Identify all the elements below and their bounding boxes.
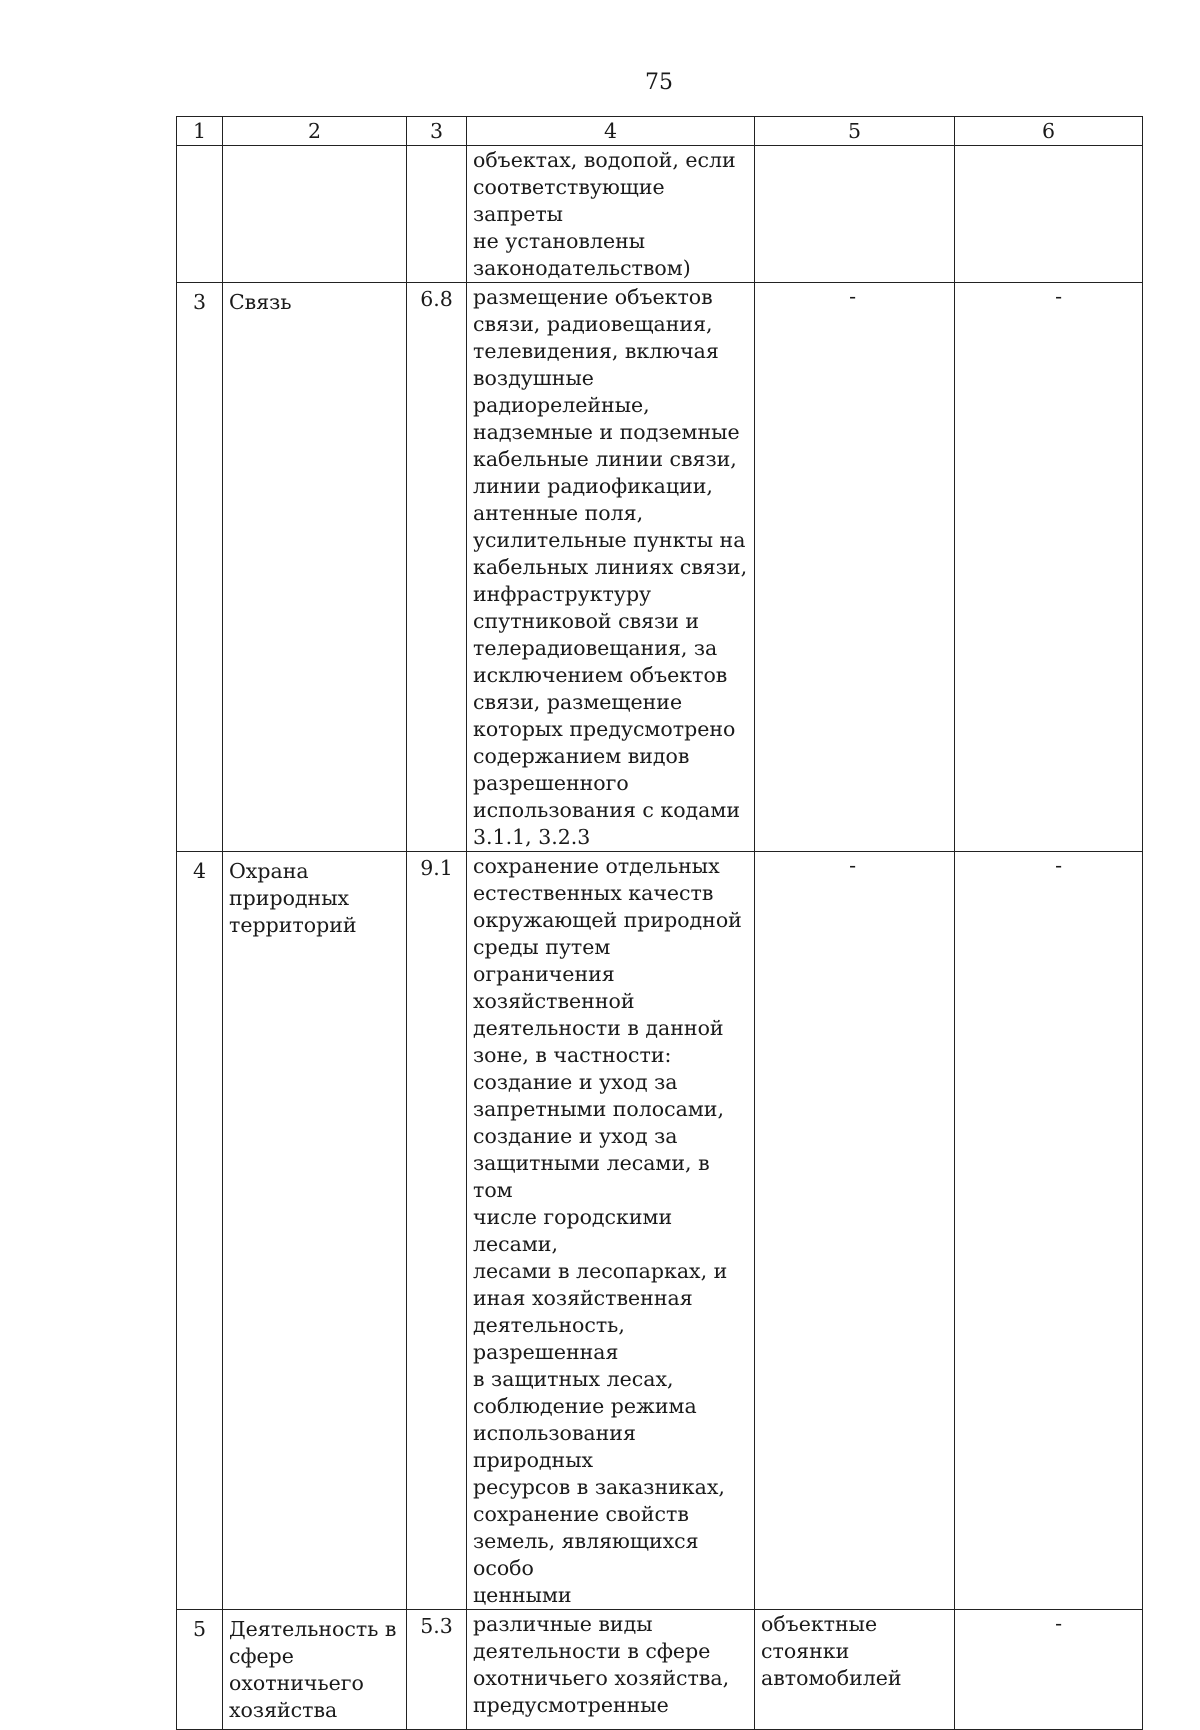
column-5-value: - <box>849 853 856 877</box>
use-description-cell <box>467 1610 755 1730</box>
land-use-table <box>176 116 1143 1730</box>
use-name-cell <box>223 146 407 283</box>
use-description: различные виды деятельности в сфере охотничьего хозяйства, предусмотренные <box>473 1612 730 1717</box>
column-header-3: 3 <box>407 117 467 146</box>
page-number: 75 <box>645 70 673 95</box>
use-name: Деятельность в сфере охотничьего хозяйства <box>229 1617 397 1722</box>
column-header-2: 2 <box>223 117 407 146</box>
table-row <box>177 1610 1143 1730</box>
column-5-cell <box>755 283 955 852</box>
row-number: 3 <box>192 290 207 314</box>
column-header-5: 5 <box>755 117 955 146</box>
use-name-cell <box>223 1610 407 1730</box>
table-header-row <box>177 117 1143 146</box>
column-5-cell <box>755 1610 955 1730</box>
use-name: Охрана природных территорий <box>229 859 357 937</box>
use-code: 6.8 <box>420 287 453 311</box>
column-header-6: 6 <box>955 117 1143 146</box>
use-name-cell <box>223 852 407 1610</box>
use-code-cell <box>407 1610 467 1730</box>
use-name: Связь <box>229 290 292 314</box>
use-description: размещение объектов связи, радиовещания, телевидения, включая воздушные радиорелейные, надземные и подземные кабельные линии связи, линии радиофикации, антенные поля, усилительные пункты на кабельных линиях связи, инфраструктуру спутниковой связи и телерадиовещания, за исключением объектов связи, размещение которых предусмотрено содержанием видов разрешенного использования с кодами 3.1.1, 3.2.3 <box>473 285 748 849</box>
column-6-value: - <box>1055 284 1062 308</box>
row-number-cell <box>177 852 223 1610</box>
column-5-value: объектные стоянки автомобилей <box>761 1612 902 1690</box>
column-5-cell <box>755 852 955 1610</box>
table-row <box>177 146 1143 283</box>
use-code-cell <box>407 852 467 1610</box>
use-code: 9.1 <box>420 856 453 880</box>
use-code-cell <box>407 146 467 283</box>
use-description-cell <box>467 283 755 852</box>
table-row <box>177 283 1143 852</box>
use-code: 5.3 <box>420 1614 453 1638</box>
use-description-cell <box>467 146 755 283</box>
column-6-value: - <box>1055 1611 1062 1635</box>
column-header-1: 1 <box>177 117 223 146</box>
row-number-cell <box>177 1610 223 1730</box>
row-number: 4 <box>192 859 207 883</box>
column-5-cell <box>755 146 955 283</box>
column-6-cell <box>955 852 1143 1610</box>
table-row <box>177 852 1143 1610</box>
use-description: объектах, водопой, если соответствующие запреты не установлены законодательством) <box>473 148 736 280</box>
column-header-4: 4 <box>467 117 755 146</box>
column-5-value: - <box>849 284 856 308</box>
row-number-cell <box>177 146 223 283</box>
use-name-cell <box>223 283 407 852</box>
row-number: 5 <box>192 1617 207 1641</box>
use-description: сохранение отдельных естественных качеств окружающей природной среды путем ограничения хозяйственной деятельности в данной зоне, в частности: создание и уход за запретными полосами, создание и уход за защитными лесами, в том числе городскими лесами, лесами в лесопарках, и иная хозяйственная деятельность, разрешенная в защитных лесах, соблюдение режима использования природных ресурсов в заказниках, сохранение свойств земель, являющихся особо ценными <box>473 854 742 1607</box>
column-6-value: - <box>1055 853 1062 877</box>
column-6-cell <box>955 146 1143 283</box>
row-number-cell <box>177 283 223 852</box>
use-description-cell <box>467 852 755 1610</box>
column-6-cell <box>955 283 1143 852</box>
column-6-cell <box>955 1610 1143 1730</box>
use-code-cell <box>407 283 467 852</box>
